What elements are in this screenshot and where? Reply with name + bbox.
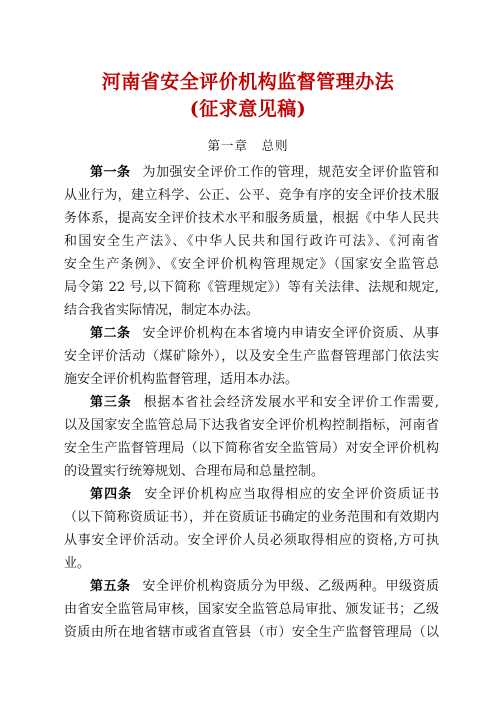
article-line: 由省安全监管局审核，国家安全监管总局审批、颁发证书；乙级 xyxy=(64,602,439,617)
article-first-line: 第四条 安全评价机构应当取得相应的安全评价资质证书 xyxy=(90,487,439,502)
article-line: 结合我省实际情况，制定本办法。 xyxy=(64,303,260,318)
article-line: 业。 xyxy=(64,556,91,571)
article-label: 第二条 xyxy=(90,326,131,341)
document-subtitle: (征求意见稿) xyxy=(189,98,307,120)
chapter-heading: 第一章 总则 xyxy=(207,138,289,153)
article-2 xyxy=(64,322,439,391)
article-label: 第四条 xyxy=(90,487,133,502)
article-first-line: 第二条 安全评价机构在本省境内申请安全评价资质、从事 xyxy=(90,326,439,341)
article-first-line: 第三条 根据本省社会经济发展水平和安全评价工作需要, xyxy=(90,395,439,410)
article-line: 安全生产监督管理局（以下简称省安全监管局）对安全评价机构 xyxy=(64,441,439,456)
article-line: 和国安全生产法》、《中华人民共和国行政许可法》、《河南省 xyxy=(64,234,439,249)
article-line: 安全评价活动（煤矿除外），以及安全生产监督管理部门依法实 xyxy=(64,349,439,364)
article-line: 施安全评价机构监督管理，适用本办法。 xyxy=(64,372,299,387)
article-first-line: 第一条 为加强安全评价工作的管理，规范安全评价监管和 xyxy=(90,165,439,180)
article-line: 从事安全评价活动。安全评价人员必须取得相应的资格,方可执 xyxy=(64,533,439,548)
article-4 xyxy=(64,483,439,575)
article-line: 安全生产条例》、《安全评价机构管理规定》（国家安全监管总 xyxy=(64,257,439,272)
article-5 xyxy=(64,575,439,644)
article-line: 局令第 22 号,以下简称《管理规定》）等有关法律、法规和规定, xyxy=(64,280,439,295)
article-line: 以及国家安全监管总局下达我省安全评价机构控制指标，河南省 xyxy=(64,418,439,433)
article-1 xyxy=(64,161,439,322)
document-title: 河南省安全评价机构监督管理办法 xyxy=(101,71,395,93)
article-line: 从业行为，建立科学、公正、公平、竞争有序的安全评价技术服 xyxy=(64,188,439,203)
article-first-line: 第五条 安全评价机构资质分为甲级、乙级两种。甲级资质 xyxy=(90,579,439,594)
article-label: 第三条 xyxy=(90,395,132,410)
article-line: 务体系，提高安全评价技术水平和服务质量，根据《中华人民共 xyxy=(64,211,439,226)
article-label: 第五条 xyxy=(90,579,131,594)
article-line: （以下简称资质证书），并在资质证书确定的业务范围和有效期内 xyxy=(64,510,439,525)
article-3 xyxy=(64,391,439,483)
article-line: 的设置实行统筹规划、合理布局和总量控制。 xyxy=(64,464,325,479)
article-line: 资质由所在地省辖市或省直管县（市）安全生产监督管理局（以 xyxy=(64,625,439,640)
article-label: 第一条 xyxy=(90,165,131,180)
